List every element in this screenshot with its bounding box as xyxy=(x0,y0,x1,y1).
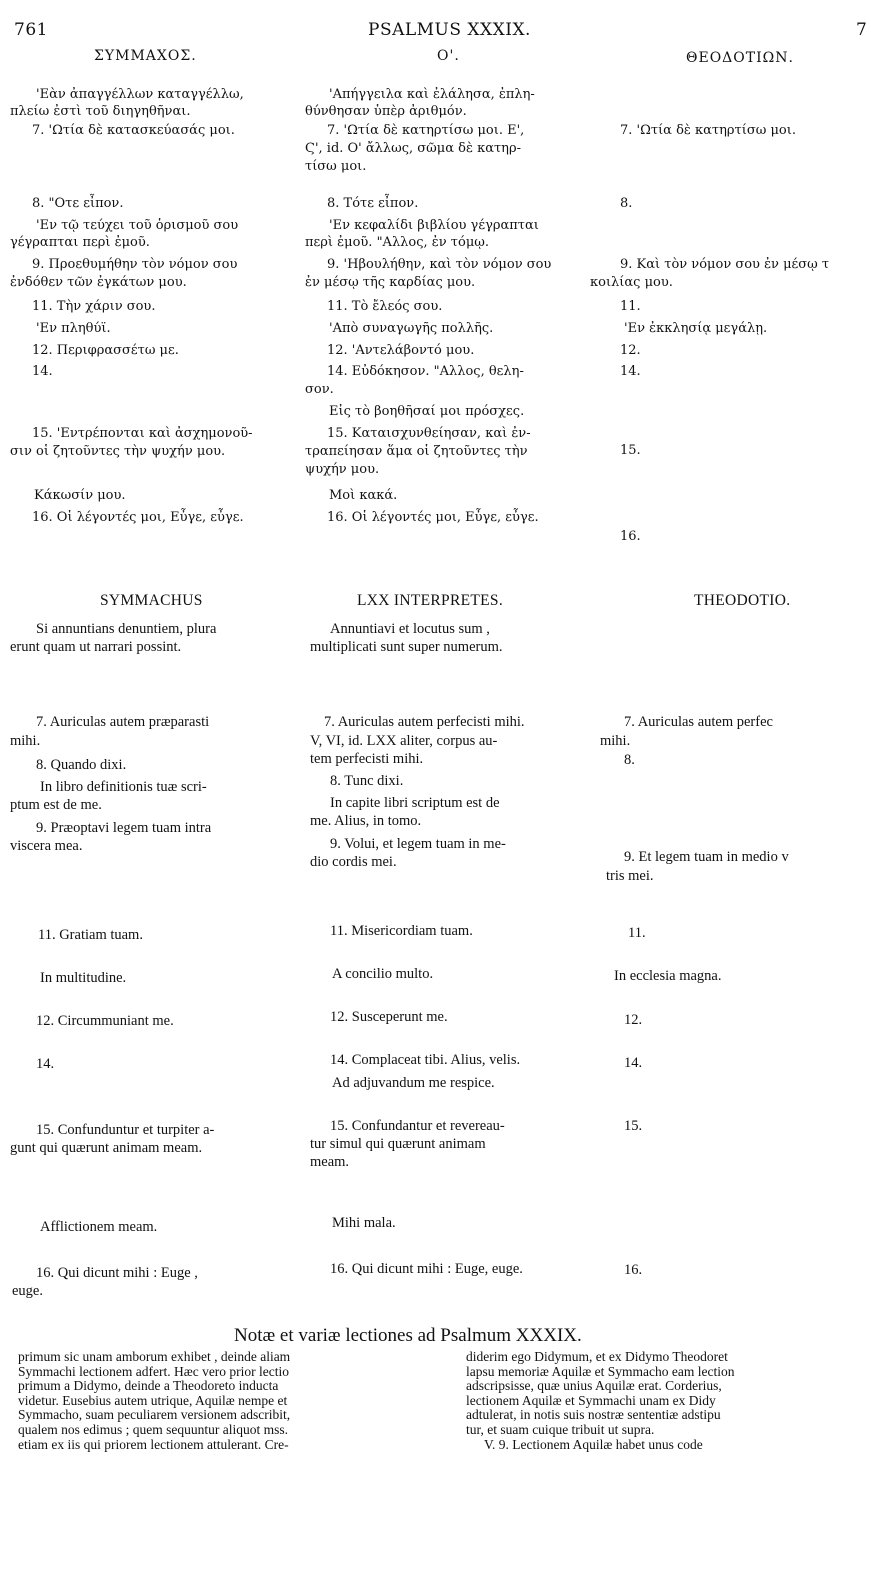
verse-line: In ecclesia magna. xyxy=(614,968,722,984)
verse-line: 7. 'Ωτία δὲ κατηρτίσω μοι. xyxy=(620,123,796,138)
running-head-title: PSALMUS XXXIX. xyxy=(368,20,531,40)
greek-header-theodotion: ΘΕΟΔΟΤΙΩΝ. xyxy=(686,50,794,66)
verse-line: 8. xyxy=(624,752,635,768)
latin-lxx-column xyxy=(310,620,600,1310)
verse-line: 8. Tunc dixi. xyxy=(330,773,404,789)
verse-line: 12. Circummuniant me. xyxy=(36,1013,174,1029)
verse-line: 7. Auriculas autem perfec xyxy=(624,714,773,730)
verse-line: Annuntiavi et locutus sum , xyxy=(330,621,490,637)
verse-line: 'Εὰν ἀπαγγέλλων καταγγέλλω, xyxy=(36,87,244,102)
latin-header-theodotion: THEODOTIO. xyxy=(694,592,791,609)
verse-line: Si annuntians denuntiem, plura xyxy=(36,621,217,637)
latin-header-symmachus: SYMMACHUS xyxy=(100,592,203,609)
note-line: lapsu memoriæ Aquilæ et Symmacho eam lection xyxy=(466,1363,735,1379)
greek-lxx-column xyxy=(305,86,605,556)
verse-line: Κάκωσίν μου. xyxy=(34,488,126,503)
verse-line: 11. Τὴν χάριν σου. xyxy=(32,299,156,314)
verse-line: 14. xyxy=(624,1055,643,1071)
verse-line: 8. "Οτε εἶπον. xyxy=(32,196,124,211)
verse-line: ἐνδόθεν τῶν ἐγκάτων μου. xyxy=(10,275,187,290)
verse-line: κοιλίας μου. xyxy=(590,275,673,290)
greek-theodotion-column xyxy=(590,86,871,556)
note-line: Symmacho, suam peculiarem versionem adscribit, xyxy=(18,1407,291,1423)
note-line: V. 9. Lectionem Aquilæ habet unus code xyxy=(484,1436,703,1452)
verse-line: 11. Misericordiam tuam. xyxy=(330,923,473,939)
verse-line: tris mei. xyxy=(606,868,654,884)
verse-line: 15. xyxy=(624,1118,643,1134)
verse-line: 12. Περιφρασσέτω με. xyxy=(32,343,179,358)
verse-line: me. Alius, in tomo. xyxy=(310,813,422,829)
verse-line: Afflictionem meam. xyxy=(40,1219,158,1235)
verse-line: περὶ ἐμοῦ. "Αλλος, ἐν τόμῳ. xyxy=(305,235,489,250)
verse-line: 8. xyxy=(620,196,633,211)
verse-line: 7. Auriculas autem præparasti xyxy=(36,714,210,730)
verse-line: 'Απὸ συναγωγῆς πολλῆς. xyxy=(329,321,494,336)
verse-line: 9. Et legem tuam in medio v xyxy=(624,849,789,865)
verse-line: V, VI, id. LXX aliter, corpus au- xyxy=(310,733,498,749)
verse-line: 14. Complaceat tibi. Alius, velis. xyxy=(330,1052,521,1068)
verse-line: Μοὶ κακά. xyxy=(329,488,398,503)
verse-line: γέγραπται περὶ ἐμοῦ. xyxy=(10,235,150,250)
greek-header-symmachus: ΣΥΜΜΑΧΟΣ. xyxy=(94,48,197,64)
verse-line: viscera mea. xyxy=(10,838,83,854)
verse-line: 'Εν πληθύϊ. xyxy=(36,321,111,336)
verse-line: 11. Τὸ ἔλεός σου. xyxy=(327,299,443,314)
verse-line: τραπείησαν ἅμα οἱ ζητοῦντες τὴν xyxy=(305,444,528,459)
verse-line: 'Απήγγειλα καὶ ἐλάλησα, ἐπλη- xyxy=(329,87,535,102)
note-line: lectionem Aquilæ et Symmachi unam ex Didy xyxy=(466,1392,716,1408)
verse-line: In capite libri scriptum est de xyxy=(330,795,500,811)
verse-line: 8. Τότε εἶπον. xyxy=(327,196,419,211)
notes-title: Notæ et variæ lectiones ad Psalmum XXXIX. xyxy=(234,1325,582,1346)
verse-line: 16. Qui dicunt mihi : Euge, euge. xyxy=(330,1261,523,1277)
verse-line: 16. Qui dicunt mihi : Euge , xyxy=(36,1265,198,1281)
note-line: etiam ex iis qui priorem lectionem attulerant. Cre- xyxy=(18,1436,289,1452)
note-line: tur, et suam cuique tribuit ut supra. xyxy=(466,1421,655,1437)
note-line: diderim ego Didymum, et ex Didymo Theodoret xyxy=(466,1350,728,1364)
verse-line: 14. Εὐδόκησον. "Αλλος, θελη- xyxy=(327,364,524,379)
verse-line: In libro definitionis tuæ scri- xyxy=(40,779,207,795)
verse-line: 15. 'Εντρέπονται καὶ ἀσχημονοῦ- xyxy=(32,426,253,441)
verse-line: σιν οἱ ζητοῦντες τὴν ψυχήν μου. xyxy=(10,444,226,459)
verse-line: 14. xyxy=(620,364,641,379)
verse-line: 12. xyxy=(624,1012,643,1028)
verse-line: ψυχήν μου. xyxy=(305,462,380,477)
note-line: videtur. Eusebius autem utrique, Aquilæ nempe et xyxy=(18,1392,288,1408)
greek-symmachus-column xyxy=(10,86,300,556)
verse-line: 'Εν τῷ τεύχει τοῦ ὁρισμοῦ σου xyxy=(36,218,239,233)
verse-line: tur simul qui quærunt animam xyxy=(310,1136,486,1152)
note-line: primum a Didymo, deinde a Theodoreto inducta xyxy=(18,1378,279,1394)
verse-line: 12. Susceperunt me. xyxy=(330,1009,448,1025)
verse-line: 11. xyxy=(620,299,641,314)
verse-line: 'Εν ἐκκλησίᾳ μεγάλῃ. xyxy=(624,321,768,336)
verse-line: A concilio multo. xyxy=(332,966,434,982)
verse-line: Ϛ', id. Ο' ἄλλως, σῶμα δὲ κατηρ- xyxy=(305,141,521,156)
verse-line: 7. Auriculas autem perfecisti mihi. xyxy=(324,714,525,730)
verse-line: 14. xyxy=(36,1056,55,1072)
verse-line: 9. Προεθυμήθην τὸν νόμον σου xyxy=(32,257,238,272)
verse-line: 16. Οἱ λέγοντές μοι, Εὖγε, εὖγε. xyxy=(32,510,244,525)
verse-line: gunt qui quærunt animam meam. xyxy=(10,1140,203,1156)
verse-line: 12. xyxy=(620,343,641,358)
verse-line: 11. Gratiam tuam. xyxy=(38,927,143,943)
verse-line: πλείω ἐστὶ τοῦ διηγηθῆναι. xyxy=(10,104,191,119)
verse-line: mihi. xyxy=(10,733,41,749)
verse-line: 15. Confundantur et revereau- xyxy=(330,1118,505,1134)
verse-line: multiplicati sunt super numerum. xyxy=(310,639,503,655)
verse-line: σον. xyxy=(305,382,334,397)
page-number-right: 7 xyxy=(856,20,868,40)
verse-line: Mihi mala. xyxy=(332,1215,396,1231)
verse-line: ἐν μέσῳ τῆς καρδίας μου. xyxy=(305,275,476,290)
verse-line: erunt quam ut narrari possint. xyxy=(10,639,182,655)
verse-line: Εἰς τὸ βοηθῆσαί μοι πρόσχες. xyxy=(329,404,525,419)
verse-line: 9. 'Ηβουλήθην, καὶ τὸν νόμον σου xyxy=(327,257,552,272)
verse-line: 'Εν κεφαλίδι βιβλίου γέγραπται xyxy=(329,218,539,233)
verse-line: 15. Καταισχυνθείησαν, καὶ ἐν- xyxy=(327,426,531,441)
verse-line: mihi. xyxy=(600,733,631,749)
note-line: adtulerat, in notis suis nostræ sententiæ adstipu xyxy=(466,1407,721,1423)
verse-line: θύνθησαν ὑπὲρ ἀριθμόν. xyxy=(305,104,467,119)
verse-line: 16. xyxy=(620,529,641,544)
verse-line: Ad adjuvandum me respice. xyxy=(332,1075,495,1091)
verse-line: 12. 'Αντελάβοντό μου. xyxy=(327,343,475,358)
latin-header-lxx: LXX INTERPRETES. xyxy=(357,592,504,609)
verse-line: euge. xyxy=(12,1283,43,1299)
page-number-left: 761 xyxy=(14,20,48,40)
note-line: qualem nos edimus ; quem sequuntur aliquot mss. xyxy=(18,1421,288,1437)
verse-line: 9. Præoptavi legem tuam intra xyxy=(36,820,212,836)
verse-line: 9. Volui, et legem tuam in me- xyxy=(330,836,506,852)
notes-right-column xyxy=(466,1350,871,1460)
verse-line: dio cordis mei. xyxy=(310,854,397,870)
verse-line: In multitudine. xyxy=(40,970,127,986)
verse-line: 16. xyxy=(624,1262,643,1278)
verse-line: 7. 'Ωτία δὲ κατασκεύασάς μοι. xyxy=(32,123,235,138)
verse-line: 9. Καὶ τὸν νόμον σου ἐν μέσῳ τ xyxy=(620,257,830,272)
verse-line: meam. xyxy=(310,1154,350,1170)
note-line: adscripsisse, quæ unius Aquilæ erat. Corderius, xyxy=(466,1378,722,1394)
notes-left-column xyxy=(18,1350,450,1460)
verse-line: tem perfecisti mihi. xyxy=(310,751,424,767)
verse-line: 15. Confunduntur et turpiter a- xyxy=(36,1122,215,1138)
note-line: primum sic unam amborum exhibet , deinde aliam xyxy=(18,1350,291,1364)
note-line: Symmachi lectionem adfert. Hæc vero prior lectio xyxy=(18,1363,290,1379)
verse-line: 11. xyxy=(628,925,646,941)
verse-line: 7. 'Ωτία δὲ κατηρτίσω μοι. Ε', xyxy=(327,123,525,138)
verse-line: 14. xyxy=(32,364,53,379)
verse-line: 15. xyxy=(620,443,641,458)
verse-line: 16. Οἱ λέγοντές μοι, Εὖγε, εὖγε. xyxy=(327,510,539,525)
latin-theodotion-column xyxy=(600,620,871,1310)
verse-line: 8. Quando dixi. xyxy=(36,757,127,773)
greek-header-lxx: Ο'. xyxy=(437,48,460,64)
latin-symmachus-column xyxy=(10,620,305,1310)
verse-line: ptum est de me. xyxy=(10,797,102,813)
verse-line: τίσω μοι. xyxy=(305,159,367,174)
